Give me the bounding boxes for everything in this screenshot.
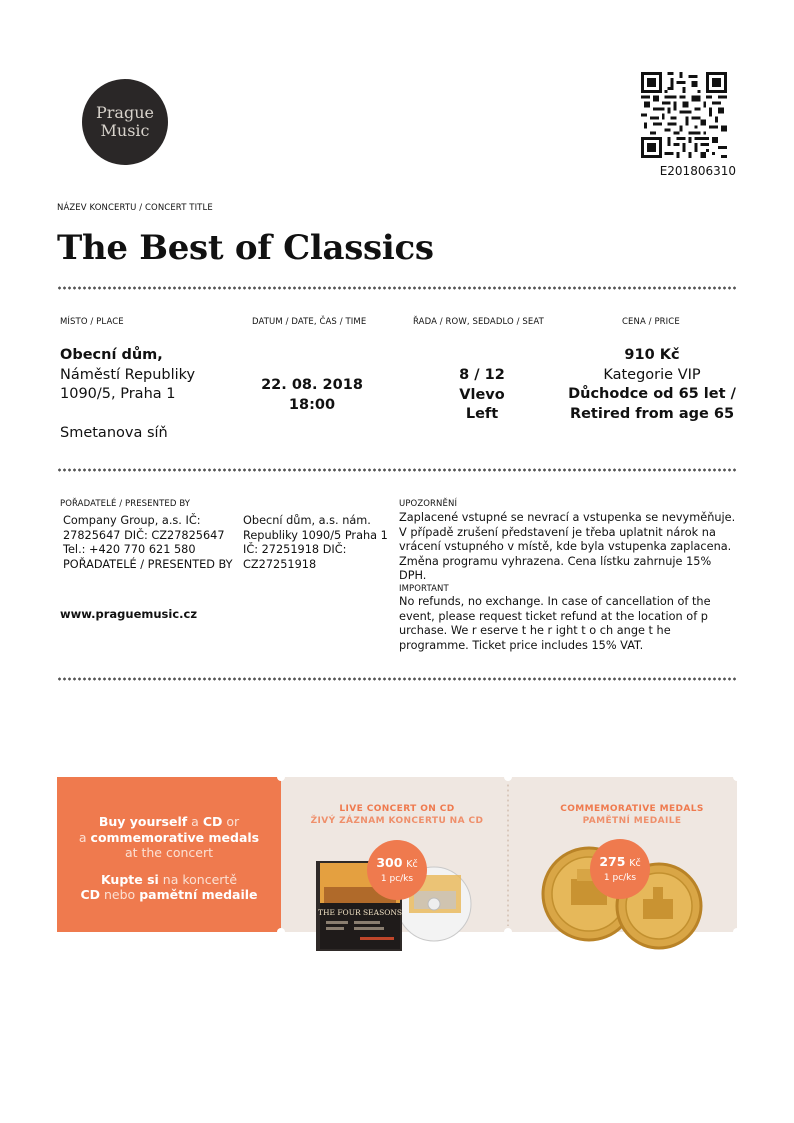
- price-discount: Důchodce od 65 let / Retired from age 65: [568, 386, 736, 422]
- venue-address-line2: 1090/5, Praha 1: [60, 386, 176, 402]
- ticket-code: E201806310: [659, 164, 736, 178]
- place-label: MÍSTO / PLACE: [60, 317, 124, 327]
- divider: [57, 286, 737, 290]
- price-label: CENA / PRICE: [622, 317, 680, 327]
- promo-text: [57, 777, 281, 932]
- banner-divider: [507, 783, 509, 926]
- medal-price: 275: [599, 854, 626, 869]
- qr-code-icon: [641, 72, 727, 158]
- promo-cz-2c: pamětní medaile: [139, 887, 258, 902]
- organizer-label: POŘADATELÉ / PRESENTED BY: [60, 499, 191, 509]
- organizer-company2: Obecní dům, a.s. nám. Republiky 1090/5 Praha 1 IČ: 27251918 DIČ: CZ27251918: [243, 514, 388, 571]
- seat-info: [408, 366, 556, 425]
- venue-address-line1: Náměstí Republiky: [60, 366, 196, 383]
- place-info: [60, 346, 230, 444]
- promo-cz-2a: CD: [80, 887, 101, 902]
- website-link[interactable]: www.praguemusic.cz: [60, 607, 198, 621]
- seat-label: ŘADA / ROW, SEDADLO / SEAT: [413, 317, 544, 327]
- organizer-company1: [63, 514, 233, 572]
- concert-title-label: NÁZEV KONCERTU / CONCERT TITLE: [57, 203, 213, 213]
- promo-en-1d: or: [226, 814, 240, 829]
- organizer-phone: Tel.: +420 770 621 580: [63, 543, 196, 556]
- cd-heading-cz: ŽIVÝ ZÁZNAM KONCERTU NA CD: [310, 815, 484, 826]
- organizer-company1-line4: POŘADATELÉ / PRESENTED BY: [63, 557, 233, 571]
- cd-heading: [307, 804, 487, 827]
- important-label: IMPORTANT: [399, 584, 449, 594]
- promo-en-2b: commemorative medals: [90, 829, 260, 845]
- event-time: 18:00: [288, 396, 336, 413]
- medal-heading: [537, 804, 727, 827]
- medal-price-bubble: [590, 839, 650, 899]
- medal-currency: Kč: [629, 858, 641, 869]
- promo-cz-1b: na koncertě: [162, 871, 238, 887]
- venue-hall: Smetanova síň: [60, 425, 168, 441]
- divider: [57, 677, 737, 681]
- promo-banner: [57, 777, 737, 932]
- logo-line2: Music: [100, 121, 150, 140]
- concert-title: The Best of Classics: [57, 228, 434, 268]
- event-date: 22. 08. 2018: [261, 377, 363, 393]
- warning-text: Zaplacené vstupné se nevrací a vstupenka se nevyměňuje. V případě zrušení představení je třeba uplatnit nárok na vrácení vstupného v místě, kde byla vstupenka zaplacena. Změna programu vyhrazena. Cena lístku zahrnuje 15% DPH.: [399, 511, 736, 583]
- promo-en-3: at the concert: [124, 845, 214, 860]
- warning-label: UPOZORNĚNÍ: [399, 499, 458, 509]
- important-text: No refunds, no exchange. In case of cancellation of the event, please request ticket refund at the location of p urchase. We r eserve t he r ight t o ch ange t he programme. Ticket price includes 15% VAT.: [399, 595, 711, 652]
- cd-heading-en: LIVE CONCERT ON CD: [339, 804, 455, 814]
- cd-price: 300: [376, 855, 403, 870]
- venue-name: Obecní dům,: [60, 347, 163, 363]
- prague-music-logo: [82, 79, 168, 165]
- medal-heading-cz: PAMĚTNÍ MEDAILE: [582, 815, 682, 826]
- date-label: DATUM / DATE, ČAS / TIME: [252, 317, 367, 327]
- cd-unit: 1 pc/ks: [380, 874, 414, 884]
- promo-en-2a: a: [78, 829, 87, 845]
- seat-side-en: Left: [465, 406, 499, 422]
- promo-en-1a: Buy yourself: [98, 814, 188, 829]
- cd-currency: Kč: [406, 859, 418, 870]
- promo-cz-2b: nebo: [104, 887, 136, 902]
- medal-unit: 1 pc/ks: [603, 873, 637, 883]
- price-amount: 910 Kč: [624, 347, 680, 363]
- cd-album-title: THE FOUR SEASONS: [317, 908, 403, 917]
- price-info: [567, 346, 737, 424]
- promo-en-1c: CD: [202, 814, 223, 829]
- organizer-company1-line1: Company Group, a.s. IČ:: [63, 514, 201, 527]
- seat-side-cz: Vlevo: [459, 386, 505, 403]
- organizer-company1-line2: 27825647 DIČ: CZ27825647: [63, 528, 225, 542]
- row-seat: 8 / 12: [459, 367, 505, 383]
- medal-heading-en: COMMEMORATIVE MEDALS: [560, 804, 704, 814]
- price-category: Kategorie VIP: [603, 366, 701, 383]
- cd-price-bubble: [367, 840, 427, 900]
- divider: [57, 468, 737, 472]
- promo-cz-1a: Kupte si: [100, 871, 159, 887]
- date-time: [232, 376, 392, 415]
- logo-line1: Prague: [96, 103, 154, 122]
- promo-en-1b: a: [191, 814, 199, 829]
